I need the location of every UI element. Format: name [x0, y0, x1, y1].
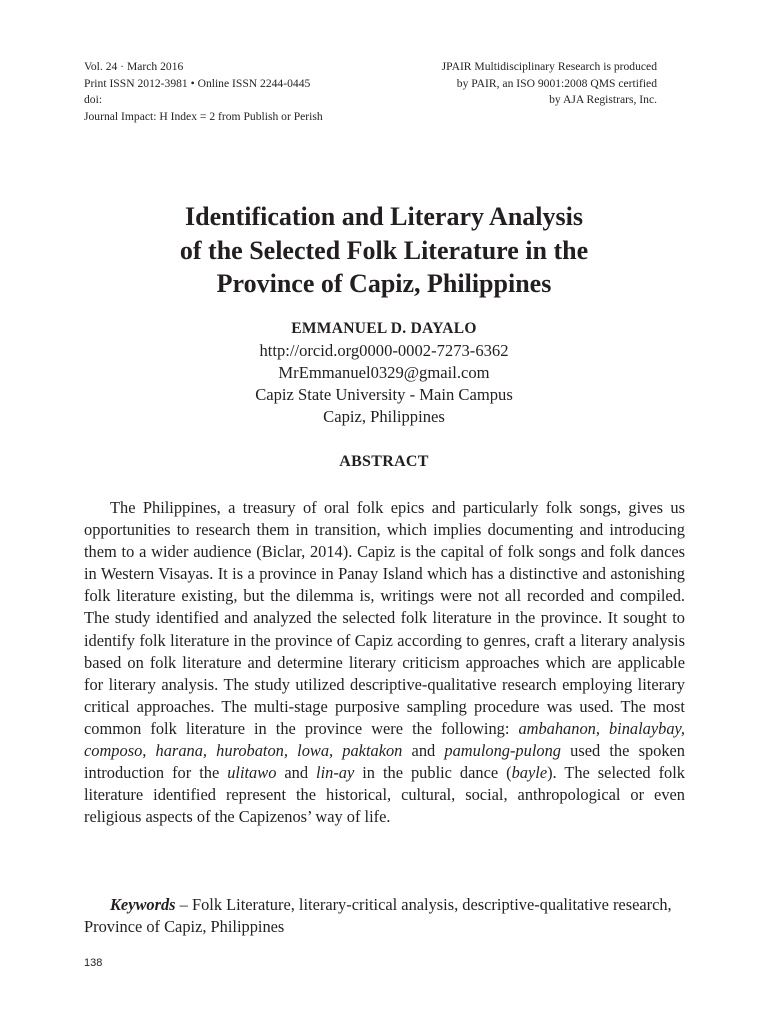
abstract-text-part-3: used the spoken introduction for the: [84, 741, 685, 783]
author-location: Capiz, Philippines: [323, 407, 445, 426]
title-line-3: Province of Capiz, Philippines: [216, 269, 552, 298]
term-ulitawo: ulitawo: [227, 763, 277, 783]
volume-line: Vol. 24 · March 2016: [84, 60, 184, 73]
journal-info-right: [442, 59, 657, 109]
abstract-text-part-6: ). The selected folk literature identified represent the historical, cultural, social, anthropological or even religious aspects of the Capizenos’ way of life.: [84, 763, 685, 827]
abstract-text: [84, 497, 685, 828]
author-affiliation: Capiz State University - Main Campus: [255, 385, 513, 404]
author-email[interactable]: MrEmmanuel0329@gmail.com: [278, 363, 490, 382]
author-name: EMMANUEL D. DAYALO: [291, 320, 477, 337]
abstract-text-part-1: The Philippines, a treasury of oral folk epics and particularly folk songs, gives us opportunities to research them in transition, which implies documenting and introducing them to a wider audience (Biclar, 2014). Capiz is the capital of folk songs and folk dances in Western Visayas. It is a province in Panay Island which has a distinctive and astonishing folk literature existing, but the dilemma is, writings were not all recorded and compiled. The study identified and analyzed the selected folk literature in the province. It sought to identify folk literature in the province of Capiz according to genres, craft a literary analysis based on folk literature and determine literary criticism approaches which are applicable for literary analysis. The study utilized descriptive-qualitative research employing literary critical approaches. The multi-stage purposive sampling procedure was used. The most common folk literature in the province were the following:: [84, 498, 685, 738]
keywords-text: – Folk Literature, literary-critical analysis, descriptive-qualitative research, Province of Capiz, Philippines: [84, 895, 672, 937]
abstract-heading: ABSTRACT: [339, 453, 429, 470]
abstract-text-part-2: and: [402, 741, 445, 761]
doi-line: doi:: [84, 93, 103, 106]
title-line-1: Identification and Literary Analysis: [185, 202, 583, 231]
abstract-text-part-4: and: [276, 763, 317, 783]
issn-line: Print ISSN 2012-3981 • Online ISSN 2244-0445: [84, 76, 311, 90]
term-linay: lin-ay: [316, 763, 355, 783]
title-line-2: of the Selected Folk Literature in the: [179, 235, 589, 265]
impact-line: Journal Impact: H Index = 2 from Publish or Perish: [84, 109, 323, 123]
abstract-text-part-5: in the public dance (: [354, 763, 512, 783]
keywords-label: Keywords: [110, 895, 176, 914]
journal-info-left: [84, 59, 323, 125]
genre-list: ambahanon, binalaybay, composo, harana, hurobaton, lowa, paktakon: [84, 718, 685, 761]
page-number: 138: [84, 957, 103, 969]
term-bayle: bayle: [511, 763, 548, 783]
keywords-paragraph: [84, 894, 685, 938]
publisher-line-2: by PAIR, an ISO 9001:2008 QMS certified: [456, 76, 657, 90]
publisher-line-3: by AJA Registrars, Inc.: [549, 93, 657, 106]
publisher-line-1: JPAIR Multidisciplinary Research is produced: [441, 60, 657, 73]
author-orcid[interactable]: http://orcid.org0000-0002-7273-6362: [259, 341, 509, 360]
genre-pamulong-pulong: pamulong-pulong: [444, 741, 561, 761]
paper-title: [60, 200, 708, 301]
author-block: [84, 318, 684, 428]
